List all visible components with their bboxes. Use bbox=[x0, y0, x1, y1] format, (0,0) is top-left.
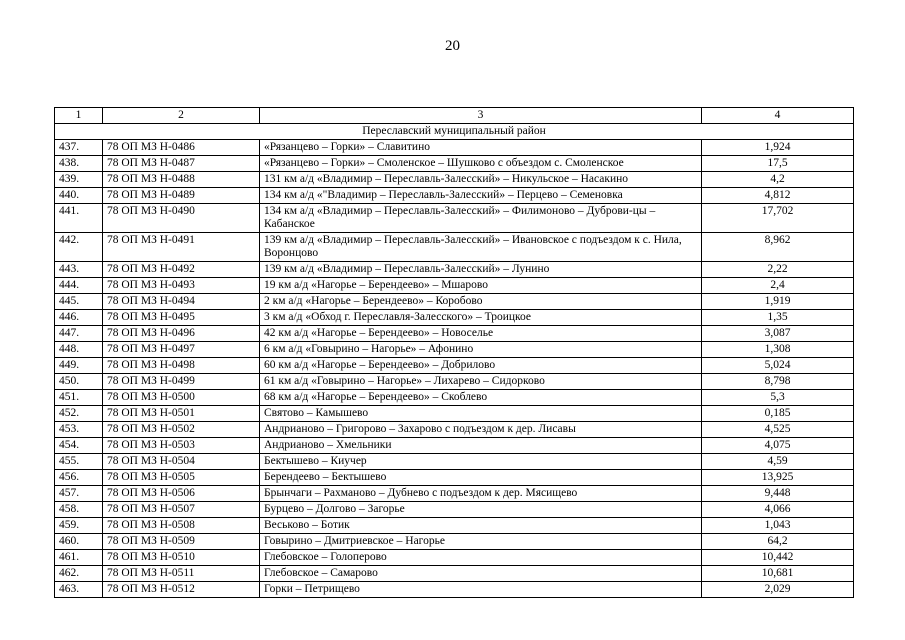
road-id-cell: 78 ОП МЗ Н-0501 bbox=[103, 406, 260, 422]
road-name-cell: 131 км а/д «Владимир – Переславль-Залесский» – Никульское – Насакино bbox=[260, 172, 702, 188]
table-row bbox=[55, 390, 854, 406]
length-cell: 4,525 bbox=[702, 422, 854, 438]
table-row bbox=[55, 518, 854, 534]
length-cell: 0,185 bbox=[702, 406, 854, 422]
section-title: Переславский муниципальный район bbox=[55, 124, 854, 140]
road-id-cell: 78 ОП МЗ Н-0486 bbox=[103, 140, 260, 156]
road-id-cell: 78 ОП МЗ Н-0502 bbox=[103, 422, 260, 438]
row-number-cell: 453. bbox=[55, 422, 103, 438]
table-row bbox=[55, 374, 854, 390]
length-cell: 1,35 bbox=[702, 310, 854, 326]
road-name-cell: Глебовское – Голоперово bbox=[260, 550, 702, 566]
row-number-cell: 446. bbox=[55, 310, 103, 326]
length-cell: 5,024 bbox=[702, 358, 854, 374]
road-id-cell: 78 ОП МЗ Н-0510 bbox=[103, 550, 260, 566]
table-row bbox=[55, 326, 854, 342]
row-number-cell: 450. bbox=[55, 374, 103, 390]
length-cell: 9,448 bbox=[702, 486, 854, 502]
section-row bbox=[55, 124, 854, 140]
length-cell: 1,924 bbox=[702, 140, 854, 156]
table-row bbox=[55, 550, 854, 566]
table-row bbox=[55, 342, 854, 358]
length-cell: 1,308 bbox=[702, 342, 854, 358]
table-row bbox=[55, 582, 854, 598]
table-row bbox=[55, 172, 854, 188]
road-id-cell: 78 ОП МЗ Н-0504 bbox=[103, 454, 260, 470]
road-name-cell: Андрианово – Хмельники bbox=[260, 438, 702, 454]
road-name-cell: Бектышево – Киучер bbox=[260, 454, 702, 470]
road-name-cell: 134 км а/д «Владимир – Переславль-Залесский» – Филимоново – Дуброви-цы – Кабанское bbox=[260, 204, 702, 233]
table-row bbox=[55, 486, 854, 502]
roads-table bbox=[54, 107, 854, 598]
row-number-cell: 448. bbox=[55, 342, 103, 358]
header-cell: 4 bbox=[702, 108, 854, 124]
table-row bbox=[55, 278, 854, 294]
road-id-cell: 78 ОП МЗ Н-0490 bbox=[103, 204, 260, 233]
length-cell: 2,22 bbox=[702, 262, 854, 278]
road-id-cell: 78 ОП МЗ Н-0509 bbox=[103, 534, 260, 550]
length-cell: 2,029 bbox=[702, 582, 854, 598]
length-cell: 10,442 bbox=[702, 550, 854, 566]
row-number-cell: 443. bbox=[55, 262, 103, 278]
road-name-cell: Брынчаги – Рахманово – Дубнево с подъездом к дер. Мясищево bbox=[260, 486, 702, 502]
road-id-cell: 78 ОП МЗ Н-0511 bbox=[103, 566, 260, 582]
table-row bbox=[55, 470, 854, 486]
header-cell: 2 bbox=[103, 108, 260, 124]
road-name-cell: 42 км а/д «Нагорье – Берендеево» – Новоселье bbox=[260, 326, 702, 342]
length-cell: 4,812 bbox=[702, 188, 854, 204]
road-name-cell: Веськово – Ботик bbox=[260, 518, 702, 534]
road-name-cell: Андрианово – Григорово – Захарово с подъездом к дер. Лисавы bbox=[260, 422, 702, 438]
row-number-cell: 445. bbox=[55, 294, 103, 310]
length-cell: 64,2 bbox=[702, 534, 854, 550]
road-name-cell: Горки – Петрищево bbox=[260, 582, 702, 598]
road-id-cell: 78 ОП МЗ Н-0507 bbox=[103, 502, 260, 518]
table-row bbox=[55, 566, 854, 582]
road-id-cell: 78 ОП МЗ Н-0498 bbox=[103, 358, 260, 374]
table-row bbox=[55, 534, 854, 550]
road-name-cell: Святово – Камышево bbox=[260, 406, 702, 422]
header-cell: 1 bbox=[55, 108, 103, 124]
road-name-cell: Берендеево – Бектышево bbox=[260, 470, 702, 486]
row-number-cell: 452. bbox=[55, 406, 103, 422]
row-number-cell: 462. bbox=[55, 566, 103, 582]
road-id-cell: 78 ОП МЗ Н-0487 bbox=[103, 156, 260, 172]
road-name-cell: 19 км а/д «Нагорье – Берендеево» – Мшарово bbox=[260, 278, 702, 294]
length-cell: 8,962 bbox=[702, 233, 854, 262]
road-id-cell: 78 ОП МЗ Н-0493 bbox=[103, 278, 260, 294]
road-id-cell: 78 ОП МЗ Н-0499 bbox=[103, 374, 260, 390]
road-id-cell: 78 ОП МЗ Н-0492 bbox=[103, 262, 260, 278]
length-cell: 10,681 bbox=[702, 566, 854, 582]
road-id-cell: 78 ОП МЗ Н-0506 bbox=[103, 486, 260, 502]
length-cell: 17,702 bbox=[702, 204, 854, 233]
length-cell: 4,2 bbox=[702, 172, 854, 188]
table-row bbox=[55, 233, 854, 262]
road-id-cell: 78 ОП МЗ Н-0497 bbox=[103, 342, 260, 358]
table-row bbox=[55, 140, 854, 156]
row-number-cell: 457. bbox=[55, 486, 103, 502]
road-name-cell: 61 км а/д «Говырино – Нагорье» – Лихарево – Сидорково bbox=[260, 374, 702, 390]
length-cell: 13,925 bbox=[702, 470, 854, 486]
road-id-cell: 78 ОП МЗ Н-0494 bbox=[103, 294, 260, 310]
road-name-cell: «Рязанцево – Горки» – Славитино bbox=[260, 140, 702, 156]
road-id-cell: 78 ОП МЗ Н-0496 bbox=[103, 326, 260, 342]
table-row bbox=[55, 156, 854, 172]
length-cell: 17,5 bbox=[702, 156, 854, 172]
length-cell: 2,4 bbox=[702, 278, 854, 294]
length-cell: 4,066 bbox=[702, 502, 854, 518]
road-id-cell: 78 ОП МЗ Н-0491 bbox=[103, 233, 260, 262]
road-name-cell: 60 км а/д «Нагорье – Берендеево» – Добрилово bbox=[260, 358, 702, 374]
row-number-cell: 438. bbox=[55, 156, 103, 172]
road-id-cell: 78 ОП МЗ Н-0505 bbox=[103, 470, 260, 486]
row-number-cell: 440. bbox=[55, 188, 103, 204]
row-number-cell: 439. bbox=[55, 172, 103, 188]
row-number-cell: 460. bbox=[55, 534, 103, 550]
table-row bbox=[55, 438, 854, 454]
header-cell: 3 bbox=[260, 108, 702, 124]
table-row bbox=[55, 502, 854, 518]
table-row bbox=[55, 454, 854, 470]
road-name-cell: «Рязанцево – Горки» – Смоленское – Шушково с объездом с. Смоленское bbox=[260, 156, 702, 172]
table-row bbox=[55, 310, 854, 326]
row-number-cell: 463. bbox=[55, 582, 103, 598]
road-name-cell: Бурцево – Долгово – Загорье bbox=[260, 502, 702, 518]
table-header-row bbox=[55, 108, 854, 124]
row-number-cell: 449. bbox=[55, 358, 103, 374]
road-name-cell: 139 км а/д «Владимир – Переславль-Залесский» – Ивановское с подъездом к с. Нила, Воронцово bbox=[260, 233, 702, 262]
road-id-cell: 78 ОП МЗ Н-0489 bbox=[103, 188, 260, 204]
row-number-cell: 442. bbox=[55, 233, 103, 262]
road-name-cell: 6 км а/д «Говырино – Нагорье» – Афонино bbox=[260, 342, 702, 358]
page-number: 20 bbox=[445, 38, 460, 54]
row-number-cell: 437. bbox=[55, 140, 103, 156]
length-cell: 1,919 bbox=[702, 294, 854, 310]
road-name-cell: 68 км а/д «Нагорье – Берендеево» – Скоблево bbox=[260, 390, 702, 406]
row-number-cell: 458. bbox=[55, 502, 103, 518]
length-cell: 4,075 bbox=[702, 438, 854, 454]
table-row bbox=[55, 358, 854, 374]
road-name-cell: 139 км а/д «Владимир – Переславль-Залесский» – Лунино bbox=[260, 262, 702, 278]
table-row bbox=[55, 204, 854, 233]
table-row bbox=[55, 406, 854, 422]
row-number-cell: 447. bbox=[55, 326, 103, 342]
row-number-cell: 461. bbox=[55, 550, 103, 566]
length-cell: 8,798 bbox=[702, 374, 854, 390]
road-id-cell: 78 ОП МЗ Н-0500 bbox=[103, 390, 260, 406]
road-name-cell: 134 км а/д «"Владимир – Переславль-Залесский» – Перцево – Семеновка bbox=[260, 188, 702, 204]
length-cell: 4,59 bbox=[702, 454, 854, 470]
row-number-cell: 454. bbox=[55, 438, 103, 454]
row-number-cell: 444. bbox=[55, 278, 103, 294]
length-cell: 3,087 bbox=[702, 326, 854, 342]
road-name-cell: 2 км а/д «Нагорье – Берендеево» – Коробово bbox=[260, 294, 702, 310]
road-name-cell: Говырино – Дмитриевское – Нагорье bbox=[260, 534, 702, 550]
row-number-cell: 455. bbox=[55, 454, 103, 470]
road-id-cell: 78 ОП МЗ Н-0508 bbox=[103, 518, 260, 534]
table-row bbox=[55, 262, 854, 278]
length-cell: 5,3 bbox=[702, 390, 854, 406]
row-number-cell: 451. bbox=[55, 390, 103, 406]
road-name-cell: 3 км а/д «Обход г. Переславля-Залесского» – Троицкое bbox=[260, 310, 702, 326]
road-name-cell: Глебовское – Самарово bbox=[260, 566, 702, 582]
table-row bbox=[55, 294, 854, 310]
table-row bbox=[55, 422, 854, 438]
road-id-cell: 78 ОП МЗ Н-0512 bbox=[103, 582, 260, 598]
length-cell: 1,043 bbox=[702, 518, 854, 534]
table-row bbox=[55, 188, 854, 204]
road-id-cell: 78 ОП МЗ Н-0503 bbox=[103, 438, 260, 454]
row-number-cell: 441. bbox=[55, 204, 103, 233]
row-number-cell: 456. bbox=[55, 470, 103, 486]
row-number-cell: 459. bbox=[55, 518, 103, 534]
road-id-cell: 78 ОП МЗ Н-0488 bbox=[103, 172, 260, 188]
road-id-cell: 78 ОП МЗ Н-0495 bbox=[103, 310, 260, 326]
